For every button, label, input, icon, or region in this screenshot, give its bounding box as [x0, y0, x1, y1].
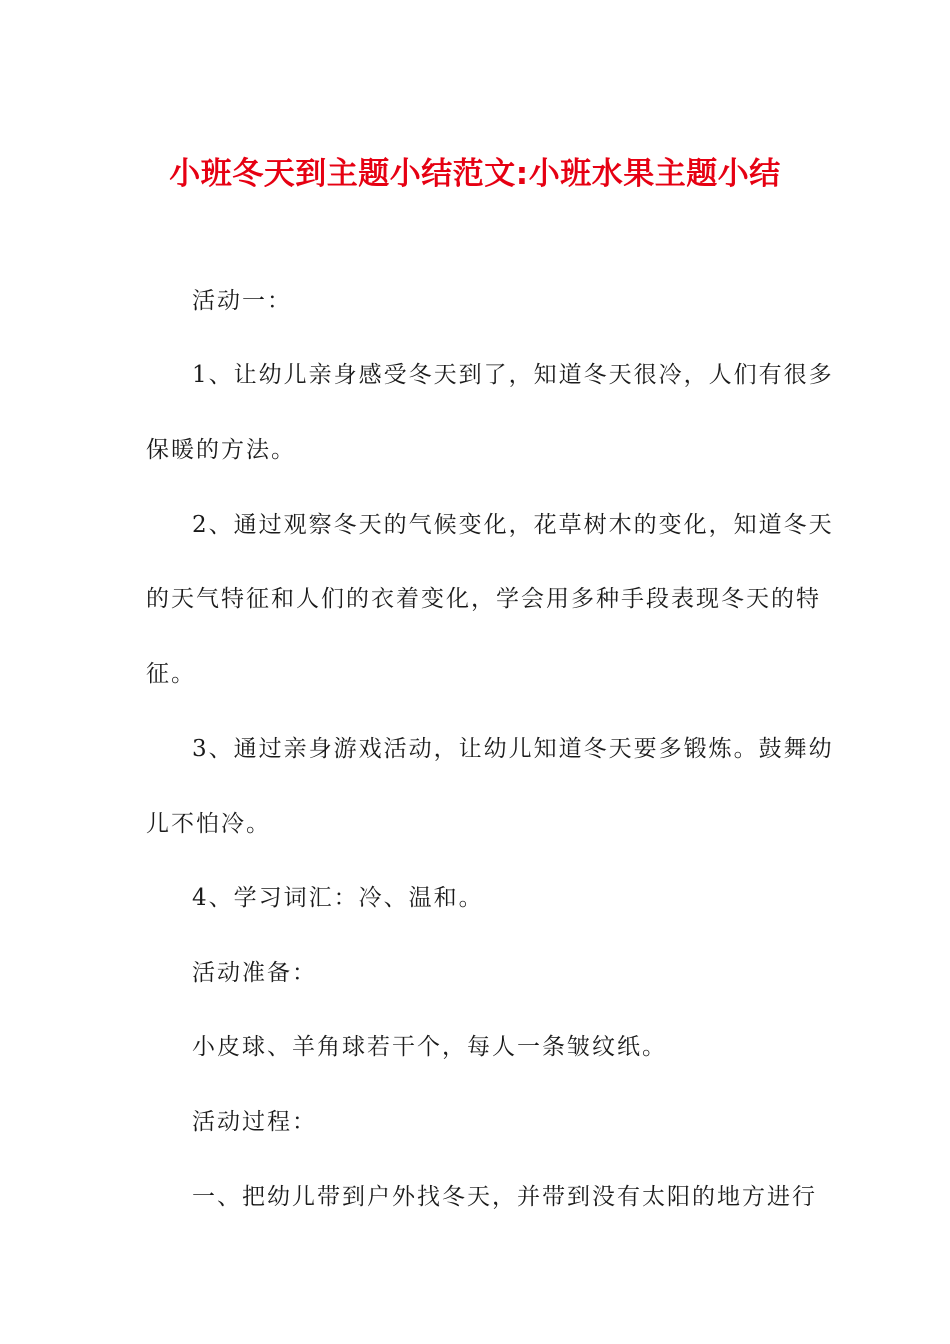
- paragraph-line: 的天气特征和人们的衣着变化，学会用多种手段表现冬天的特: [146, 586, 821, 612]
- paragraph-line: 活动过程：: [192, 1109, 317, 1135]
- paragraph-line: 征。: [146, 661, 196, 687]
- paragraph-line: 1、让幼儿亲身感受冬天到了，知道冬天很冷，人们有很多: [192, 362, 834, 388]
- paragraph-line: 活动一：: [192, 288, 292, 314]
- paragraph-line: 保暖的方法。: [146, 437, 296, 463]
- document-title: 小班冬天到主题小结范文:小班水果主题小结: [169, 156, 781, 192]
- paragraph-line: 一、把幼儿带到户外找冬天，并带到没有太阳的地方进行: [192, 1184, 817, 1210]
- paragraph-line: 儿不怕冷。: [146, 811, 271, 837]
- paragraph-line: 小皮球、羊角球若干个，每人一条皱纹纸。: [192, 1034, 667, 1060]
- paragraph-line: 2、通过观察冬天的气候变化，花草树木的变化，知道冬天: [192, 512, 834, 538]
- paragraph-line: 3、通过亲身游戏活动，让幼儿知道冬天要多锻炼。鼓舞幼: [192, 736, 834, 762]
- paragraph-line: 活动准备：: [192, 960, 317, 986]
- paragraph-line: 4、学习词汇：冷、温和。: [192, 885, 484, 911]
